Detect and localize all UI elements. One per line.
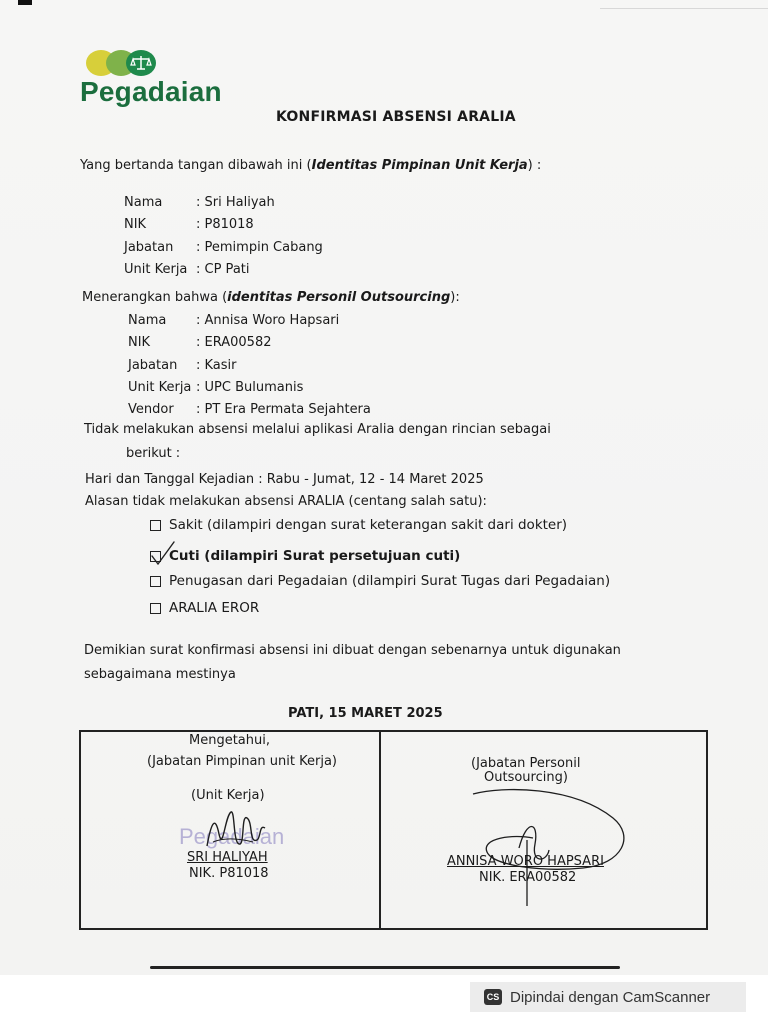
camscanner-watermark — [470, 982, 746, 1012]
left-unit: (Unit Kerja) — [191, 788, 265, 803]
place-date: PATI, 15 MARET 2025 — [288, 706, 443, 721]
reason-leave-label: Cuti (dilampiri Surat persetujuan cuti) — [169, 548, 461, 564]
leader-name-row: Nama : Sri Haliyah — [124, 195, 275, 210]
leader-unit-row: Unit Kerja : CP Pati — [124, 262, 250, 277]
right-signer-name: ANNISA WORO HAPSARI — [447, 854, 604, 869]
document-title: KONFIRMASI ABSENSI ARALIA — [276, 109, 516, 125]
personnel-position-row: Jabatan : Kasir — [128, 358, 237, 373]
scale-icon — [130, 54, 152, 72]
left-acknowledge: Mengetahui, — [189, 733, 270, 748]
checkbox-assignment[interactable] — [150, 576, 161, 587]
logo-mark — [80, 48, 160, 78]
scan-edge-line — [600, 8, 768, 9]
reason-prompt: Alasan tidak melakukan absensi ARALIA (centang salah satu): — [85, 494, 487, 509]
camscanner-icon: CS — [484, 989, 502, 1005]
left-signer-name: SRI HALIYAH — [187, 850, 268, 865]
signature-divider — [379, 732, 381, 928]
reason-assignment-label: Penugasan dari Pegadaian (dilampiri Surat Tugas dari Pegadaian) — [169, 573, 611, 589]
reason-option-sick[interactable] — [150, 517, 567, 533]
pegadaian-logo — [80, 48, 222, 108]
intro-line: Yang bertanda tangan dibawah ini (Identitas Pimpinan Unit Kerja) : — [80, 158, 542, 173]
statement-line-1: Tidak melakukan absensi melalui aplikasi Aralia dengan rincian sebagai — [84, 422, 551, 437]
pegadaian-stamp: Pegadaian — [179, 824, 285, 849]
closing-line-1: Demikian surat konfirmasi absensi ini dibuat dengan sebenarnya untuk digunakan — [84, 643, 621, 658]
personnel-unit-row: Unit Kerja : UPC Bulumanis — [128, 380, 304, 395]
personnel-vendor-row: Vendor : PT Era Permata Sejahtera — [128, 402, 371, 417]
right-signature — [463, 778, 633, 908]
reason-option-error[interactable] — [150, 600, 259, 616]
leader-position-row: Jabatan : Pemimpin Cabang — [124, 240, 323, 255]
checkbox-error[interactable] — [150, 603, 161, 614]
reason-option-leave[interactable] — [150, 548, 460, 564]
closing-line-2: sebagaimana mestinya — [84, 667, 236, 682]
checkbox-sick[interactable] — [150, 520, 161, 531]
left-signature — [201, 794, 271, 854]
scan-corner-mark — [18, 0, 32, 5]
personnel-name-row: Nama : Annisa Woro Hapsari — [128, 313, 340, 328]
reason-option-assignment[interactable] — [150, 573, 610, 589]
right-position-line-2: Outsourcing) — [484, 770, 568, 785]
scan-bottom-edge — [150, 966, 620, 969]
reason-error-label: ARALIA EROR — [169, 600, 260, 616]
signature-table — [79, 730, 708, 930]
left-position: (Jabatan Pimpinan unit Kerja) — [147, 754, 337, 769]
right-signer-nik: NIK. ERA00582 — [479, 870, 577, 885]
reason-sick-label: Sakit (dilampiri dengan surat keterangan sakit dari dokter) — [169, 517, 568, 533]
logo-text: Pegadaian — [80, 76, 222, 107]
personnel-nik-row: NIK : ERA00582 — [128, 335, 272, 350]
statement-line-2: berikut : — [126, 446, 181, 461]
incident-date: Hari dan Tanggal Kejadian : Rabu - Jumat, 12 - 14 Maret 2025 — [85, 472, 484, 487]
camscanner-text: Dipindai dengan CamScanner — [510, 988, 711, 1006]
leader-nik-row: NIK : P81018 — [124, 217, 254, 232]
right-position-line-1: (Jabatan Personil — [471, 756, 581, 771]
explain-line: Menerangkan bahwa (identitas Personil Outsourcing): — [82, 290, 460, 305]
left-signer-nik: NIK. P81018 — [189, 866, 269, 881]
checkmark-icon — [150, 540, 180, 568]
